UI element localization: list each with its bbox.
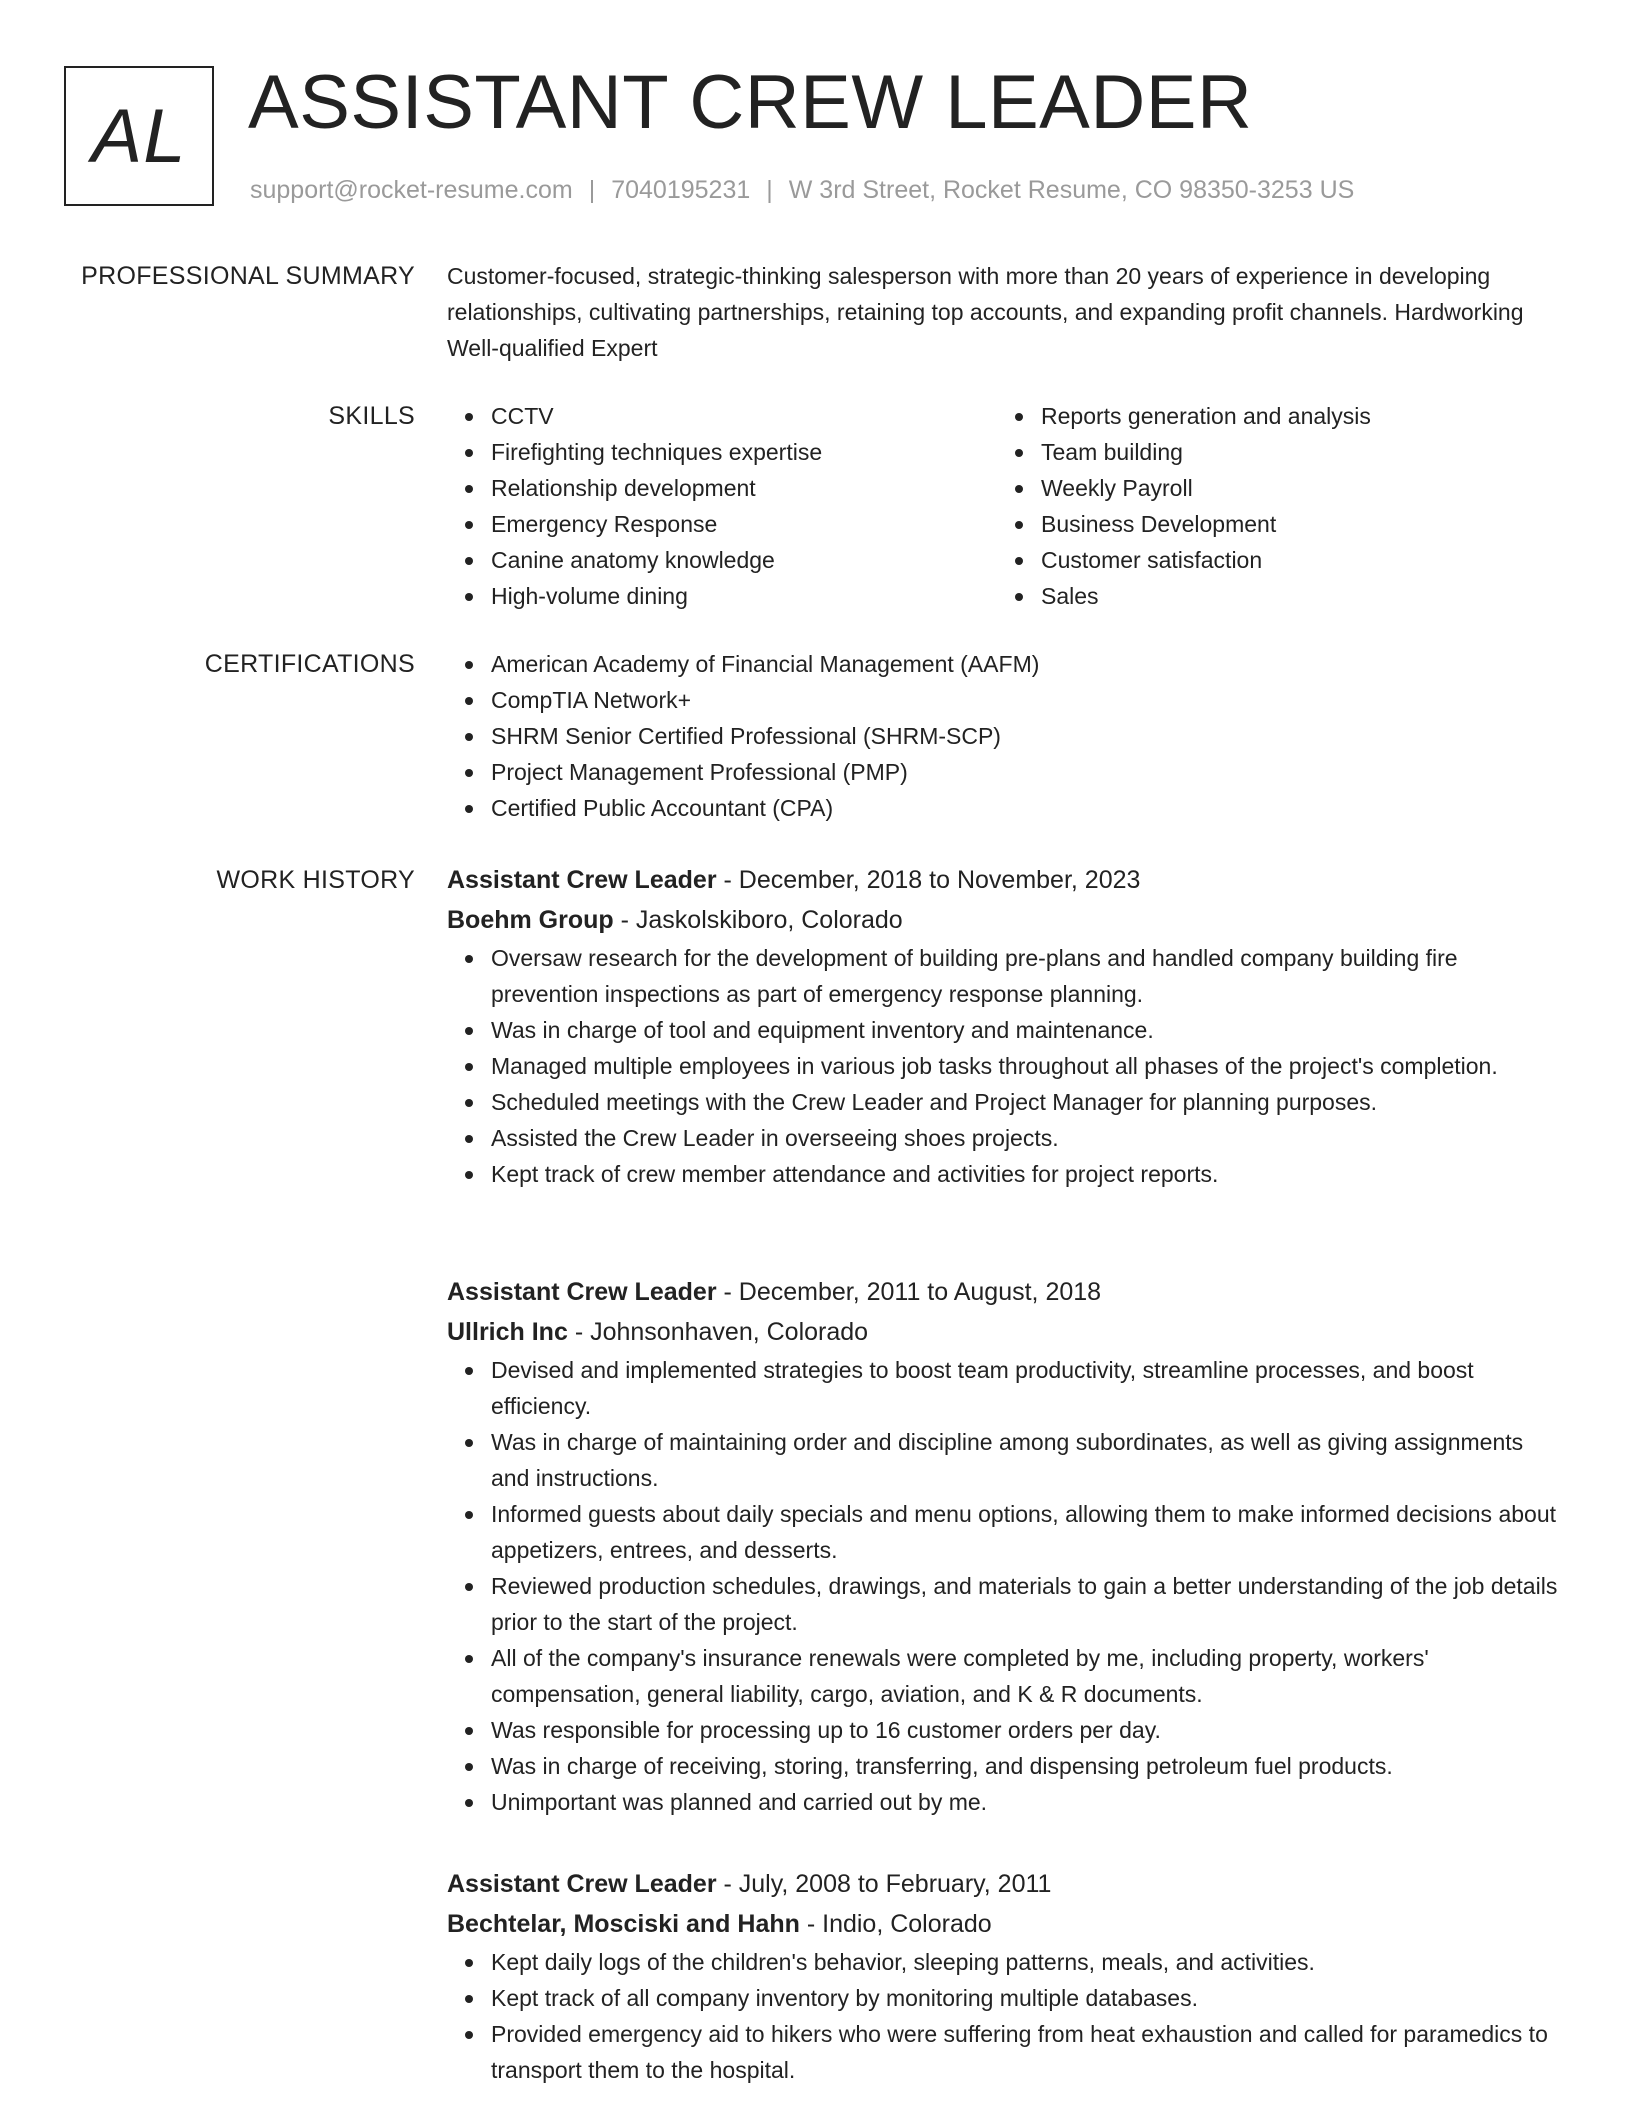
skill-item: Weekly Payroll [1041,470,1547,506]
job-company-line [447,1904,1567,1944]
skills-list-right [997,398,1547,614]
skills-column-left [447,398,997,614]
job-dates: - December, 2011 to August, 2018 [716,1278,1102,1306]
job-bullet: Assisted the Crew Leader in overseeing shoes projects. [491,1120,1567,1156]
certification-item: Certified Public Accountant (CPA) [491,790,1567,826]
skills-list-left [447,398,997,614]
job-dates: - July, 2008 to February, 2011 [716,1870,1052,1898]
job-bullets [447,1352,1567,1820]
job-bullet: Kept track of all company inventory by monitoring multiple databases. [491,1980,1567,2016]
job-location: - Jaskolskiboro, Colorado [613,906,903,934]
skill-item: Business Development [1041,506,1547,542]
job-role: Assistant Crew Leader [447,1870,717,1898]
certification-item: American Academy of Financial Management (AAFM) [491,646,1567,682]
skills-column-right [997,398,1547,614]
job-entry [447,860,1567,1192]
job-bullet: Unimportant was planned and carried out by me. [491,1784,1567,1820]
certifications-body [447,646,1567,826]
job-bullets [447,1944,1567,2088]
job-bullet: Was responsible for processing up to 16 customer orders per day. [491,1712,1567,1748]
job-bullets [447,940,1567,1192]
job-bullet: Reviewed production schedules, drawings, and materials to gain a better understanding of the job details prior to the start of the project. [491,1568,1567,1640]
job-company: Boehm Group [447,906,614,934]
resume-title: ASSISTANT CREW LEADER [248,60,1253,145]
skill-item: Relationship development [491,470,997,506]
summary-body [447,258,1567,366]
job-company-line [447,900,1567,940]
job-role: Assistant Crew Leader [447,866,717,894]
job-title-line [447,860,1567,900]
contact-email[interactable]: support@rocket-resume.com [250,176,573,204]
job-location: - Johnsonhaven, Colorado [567,1318,869,1346]
job-bullet: Kept daily logs of the children's behavior, sleeping patterns, meals, and activities. [491,1944,1567,1980]
contact-separator: | [766,176,773,204]
job-bullet: Provided emergency aid to hikers who were suffering from heat exhaustion and called for paramedics to transport them to the hospital. [491,2016,1567,2088]
contact-line [250,174,1354,206]
skill-item: Firefighting techniques expertise [491,434,997,470]
work-history-heading: WORK HISTORY [216,866,415,894]
job-bullet: All of the company's insurance renewals were completed by me, including property, workers' compensation, general liability, cargo, aviation, and K & R documents. [491,1640,1567,1712]
contact-address: W 3rd Street, Rocket Resume, CO 98350-3253 US [788,176,1355,204]
monogram-box [64,66,214,206]
job-entry [447,1864,1567,2088]
contact-phone[interactable]: 7040195231 [611,176,751,204]
summary-heading: PROFESSIONAL SUMMARY [81,262,415,290]
skills-body [447,398,1567,614]
certification-item: Project Management Professional (PMP) [491,754,1567,790]
job-bullet: Was in charge of receiving, storing, transferring, and dispensing petroleum fuel products. [491,1748,1567,1784]
certification-item: SHRM Senior Certified Professional (SHRM-SCP) [491,718,1567,754]
certifications-list [447,646,1567,826]
job-company: Ullrich Inc [447,1318,568,1346]
job-bullet: Managed multiple employees in various job tasks throughout all phases of the project's completion. [491,1048,1567,1084]
skill-item: CCTV [491,398,997,434]
certification-item: CompTIA Network+ [491,682,1567,718]
job-bullet: Oversaw research for the development of building pre-plans and handled company building fire prevention inspections as part of emergency response planning. [491,940,1567,1012]
skills-heading: SKILLS [328,402,415,430]
contact-separator: | [588,176,596,204]
job-bullet: Kept track of crew member attendance and activities for project reports. [491,1156,1567,1192]
job-entry [447,1272,1567,1820]
skill-item: Canine anatomy knowledge [491,542,997,578]
job-bullet: Devised and implemented strategies to boost team productivity, streamline processes, and boost efficiency. [491,1352,1567,1424]
skill-item: Sales [1041,578,1547,614]
job-bullet: Was in charge of maintaining order and discipline among subordinates, as well as giving assignments and instructions. [491,1424,1567,1496]
job-location: - Indio, Colorado [799,1910,992,1938]
skill-item: High-volume dining [491,578,997,614]
job-company: Bechtelar, Mosciski and Hahn [447,1910,800,1938]
monogram-initials: AL [91,93,187,179]
skill-item: Reports generation and analysis [1041,398,1547,434]
skill-item: Customer satisfaction [1041,542,1547,578]
job-dates: - December, 2018 to November, 2023 [716,866,1141,894]
summary-text: Customer-focused, strategic-thinking salesperson with more than 20 years of experience in developing relationships, cultivating partnerships, retaining top accounts, and expanding profit channels. Hardworking Well-qualified Expert [447,263,1524,361]
certifications-heading: CERTIFICATIONS [204,650,415,678]
job-company-line [447,1312,1567,1352]
job-bullet: Was in charge of tool and equipment inventory and maintenance. [491,1012,1567,1048]
job-role: Assistant Crew Leader [447,1278,717,1306]
job-title-line [447,1272,1567,1312]
job-bullet: Scheduled meetings with the Crew Leader and Project Manager for planning purposes. [491,1084,1567,1120]
skill-item: Team building [1041,434,1547,470]
job-title-line [447,1864,1567,1904]
skill-item: Emergency Response [491,506,997,542]
job-bullet: Informed guests about daily specials and menu options, allowing them to make informed decisions about appetizers, entrees, and desserts. [491,1496,1567,1568]
